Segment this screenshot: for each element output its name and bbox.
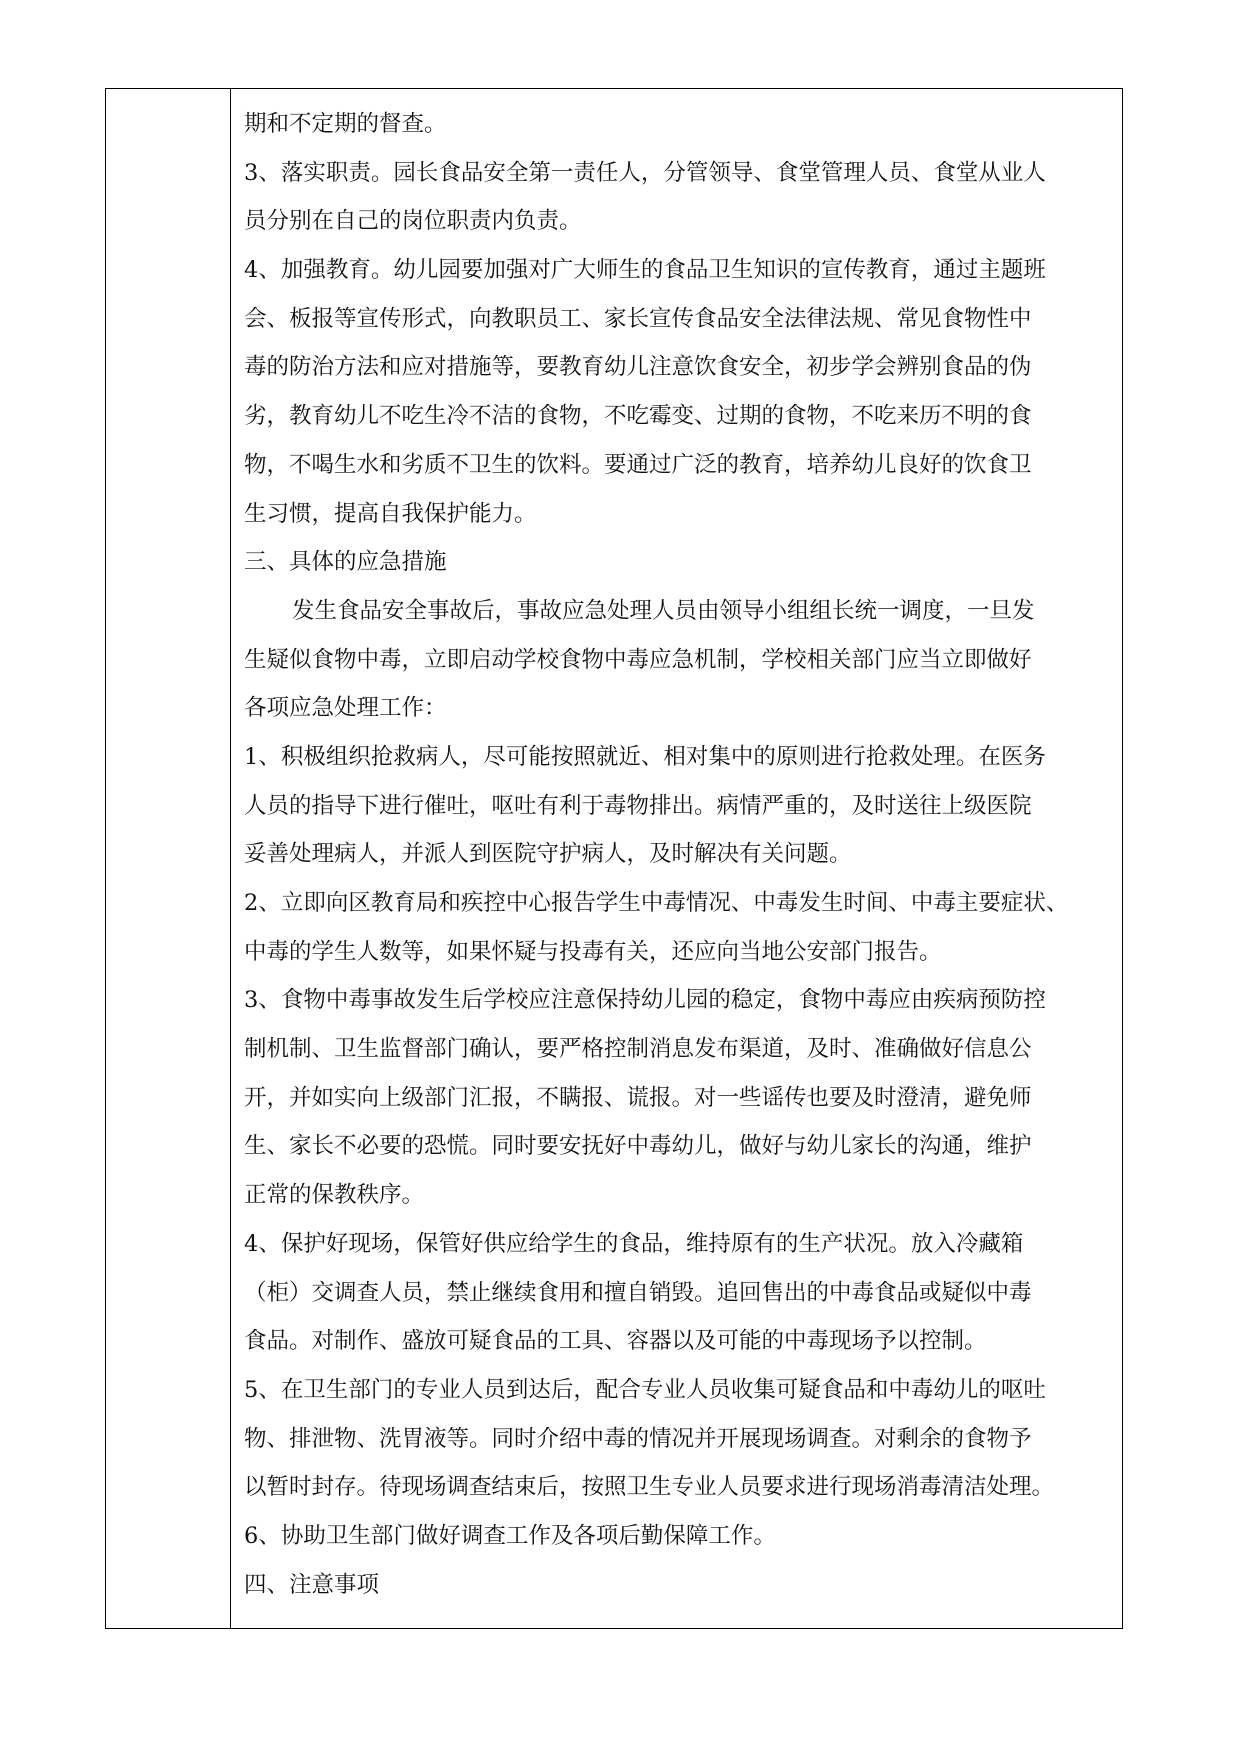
section-heading: 四、注意事项 (244, 1571, 380, 1598)
text-line: 正常的保教秩序。 (244, 1182, 425, 1209)
section-heading: 三、具体的应急措施 (244, 549, 447, 576)
text-line: 发生食品安全事故后，事故应急处理人员由领导小组组长统一调度，一旦发 (292, 597, 1035, 624)
text-line: 1、积极组织抢救病人，尽可能按照就近、相对集中的原则进行抢救处理。在医务 (244, 743, 1046, 770)
text-line: 以暂时封存。待现场调查结束后，按照卫生专业人员要求进行现场消毒清洁处理。 (244, 1474, 1055, 1501)
text-line: 3、食物中毒事故发生后学校应注意保持幼儿园的稳定，食物中毒应由疾病预防控 (244, 987, 1046, 1014)
text-line: 物，不喝生水和劣质不卫生的饮料。要通过广泛的教育，培养幼儿良好的饮食卫 (244, 451, 1032, 478)
text-line: 食品。对制作、盛放可疑食品的工具、容器以及可能的中毒现场予以控制。 (244, 1328, 987, 1355)
text-line: 2、立即向区教育局和疾控中心报告学生中毒情况、中毒发生时间、中毒主要症状、 (244, 890, 1069, 916)
text-line: 中毒的学生人数等，如果怀疑与投毒有关，还应向当地公安部门报告。 (244, 938, 942, 965)
text-line: 制机制、卫生监督部门确认，要严格控制消息发布渠道，及时、准确做好信息公 (244, 1036, 1032, 1063)
text-line: （柜）交调查人员，禁止继续食用和擅自销毁。追回售出的中毒食品或疑似中毒 (244, 1279, 1032, 1306)
text-line: 4、加强教育。幼儿园要加强对广大师生的食品卫生知识的宣传教育，通过主题班 (244, 257, 1046, 284)
left-column-cell (106, 89, 231, 1628)
text-line: 妥善处理病人，并派人到医院守护病人，及时解决有关问题。 (244, 841, 852, 868)
text-line: 物、排泄物、洗胃液等。同时介绍中毒的情况并开展现场调查。对剩余的食物予 (244, 1425, 1032, 1452)
text-line: 生、家长不必要的恐慌。同时要安抚好中毒幼儿，做好与幼儿家长的沟通，维护 (244, 1133, 1032, 1160)
text-line: 开，并如实向上级部门汇报，不瞒报、谎报。对一些谣传也要及时澄清，避免师 (244, 1084, 1032, 1111)
content-cell (244, 89, 1108, 1609)
text-line: 劣，教育幼儿不吃生冷不洁的食物，不吃霉变、过期的食物，不吃来历不明的食 (244, 403, 1032, 430)
text-line: 5、在卫生部门的专业人员到达后，配合专业人员收集可疑食品和中毒幼儿的呕吐 (244, 1376, 1046, 1403)
text-line: 3、落实职责。园长食品安全第一责任人，分管领导、食堂管理人员、食堂从业人 (244, 159, 1046, 186)
text-line: 人员的指导下进行催吐，呕吐有利于毒物排出。病情严重的，及时送往上级医院 (244, 792, 1032, 819)
text-line: 生习惯，提高自我保护能力。 (244, 500, 537, 527)
text-line: 期和不定期的督查。 (244, 111, 447, 137)
text-line: 各项应急处理工作： (244, 695, 447, 722)
document-table (105, 88, 1123, 1629)
text-line: 员分别在自己的岗位职责内负责。 (244, 208, 582, 235)
text-line: 毒的防治方法和应对措施等，要教育幼儿注意饮食安全，初步学会辨别食品的伪 (244, 354, 1032, 381)
text-line: 6、协助卫生部门做好调查工作及各项后勤保障工作。 (244, 1522, 776, 1549)
text-line: 会、板报等宣传形式，向教职员工、家长宣传食品安全法律法规、常见食物性中 (244, 305, 1032, 332)
text-line: 生疑似食物中毒，立即启动学校食物中毒应急机制，学校相关部门应当立即做好 (244, 646, 1032, 673)
text-line: 4、保护好现场，保管好供应给学生的食品，维持原有的生产状况。放入冷藏箱 (244, 1230, 1024, 1257)
